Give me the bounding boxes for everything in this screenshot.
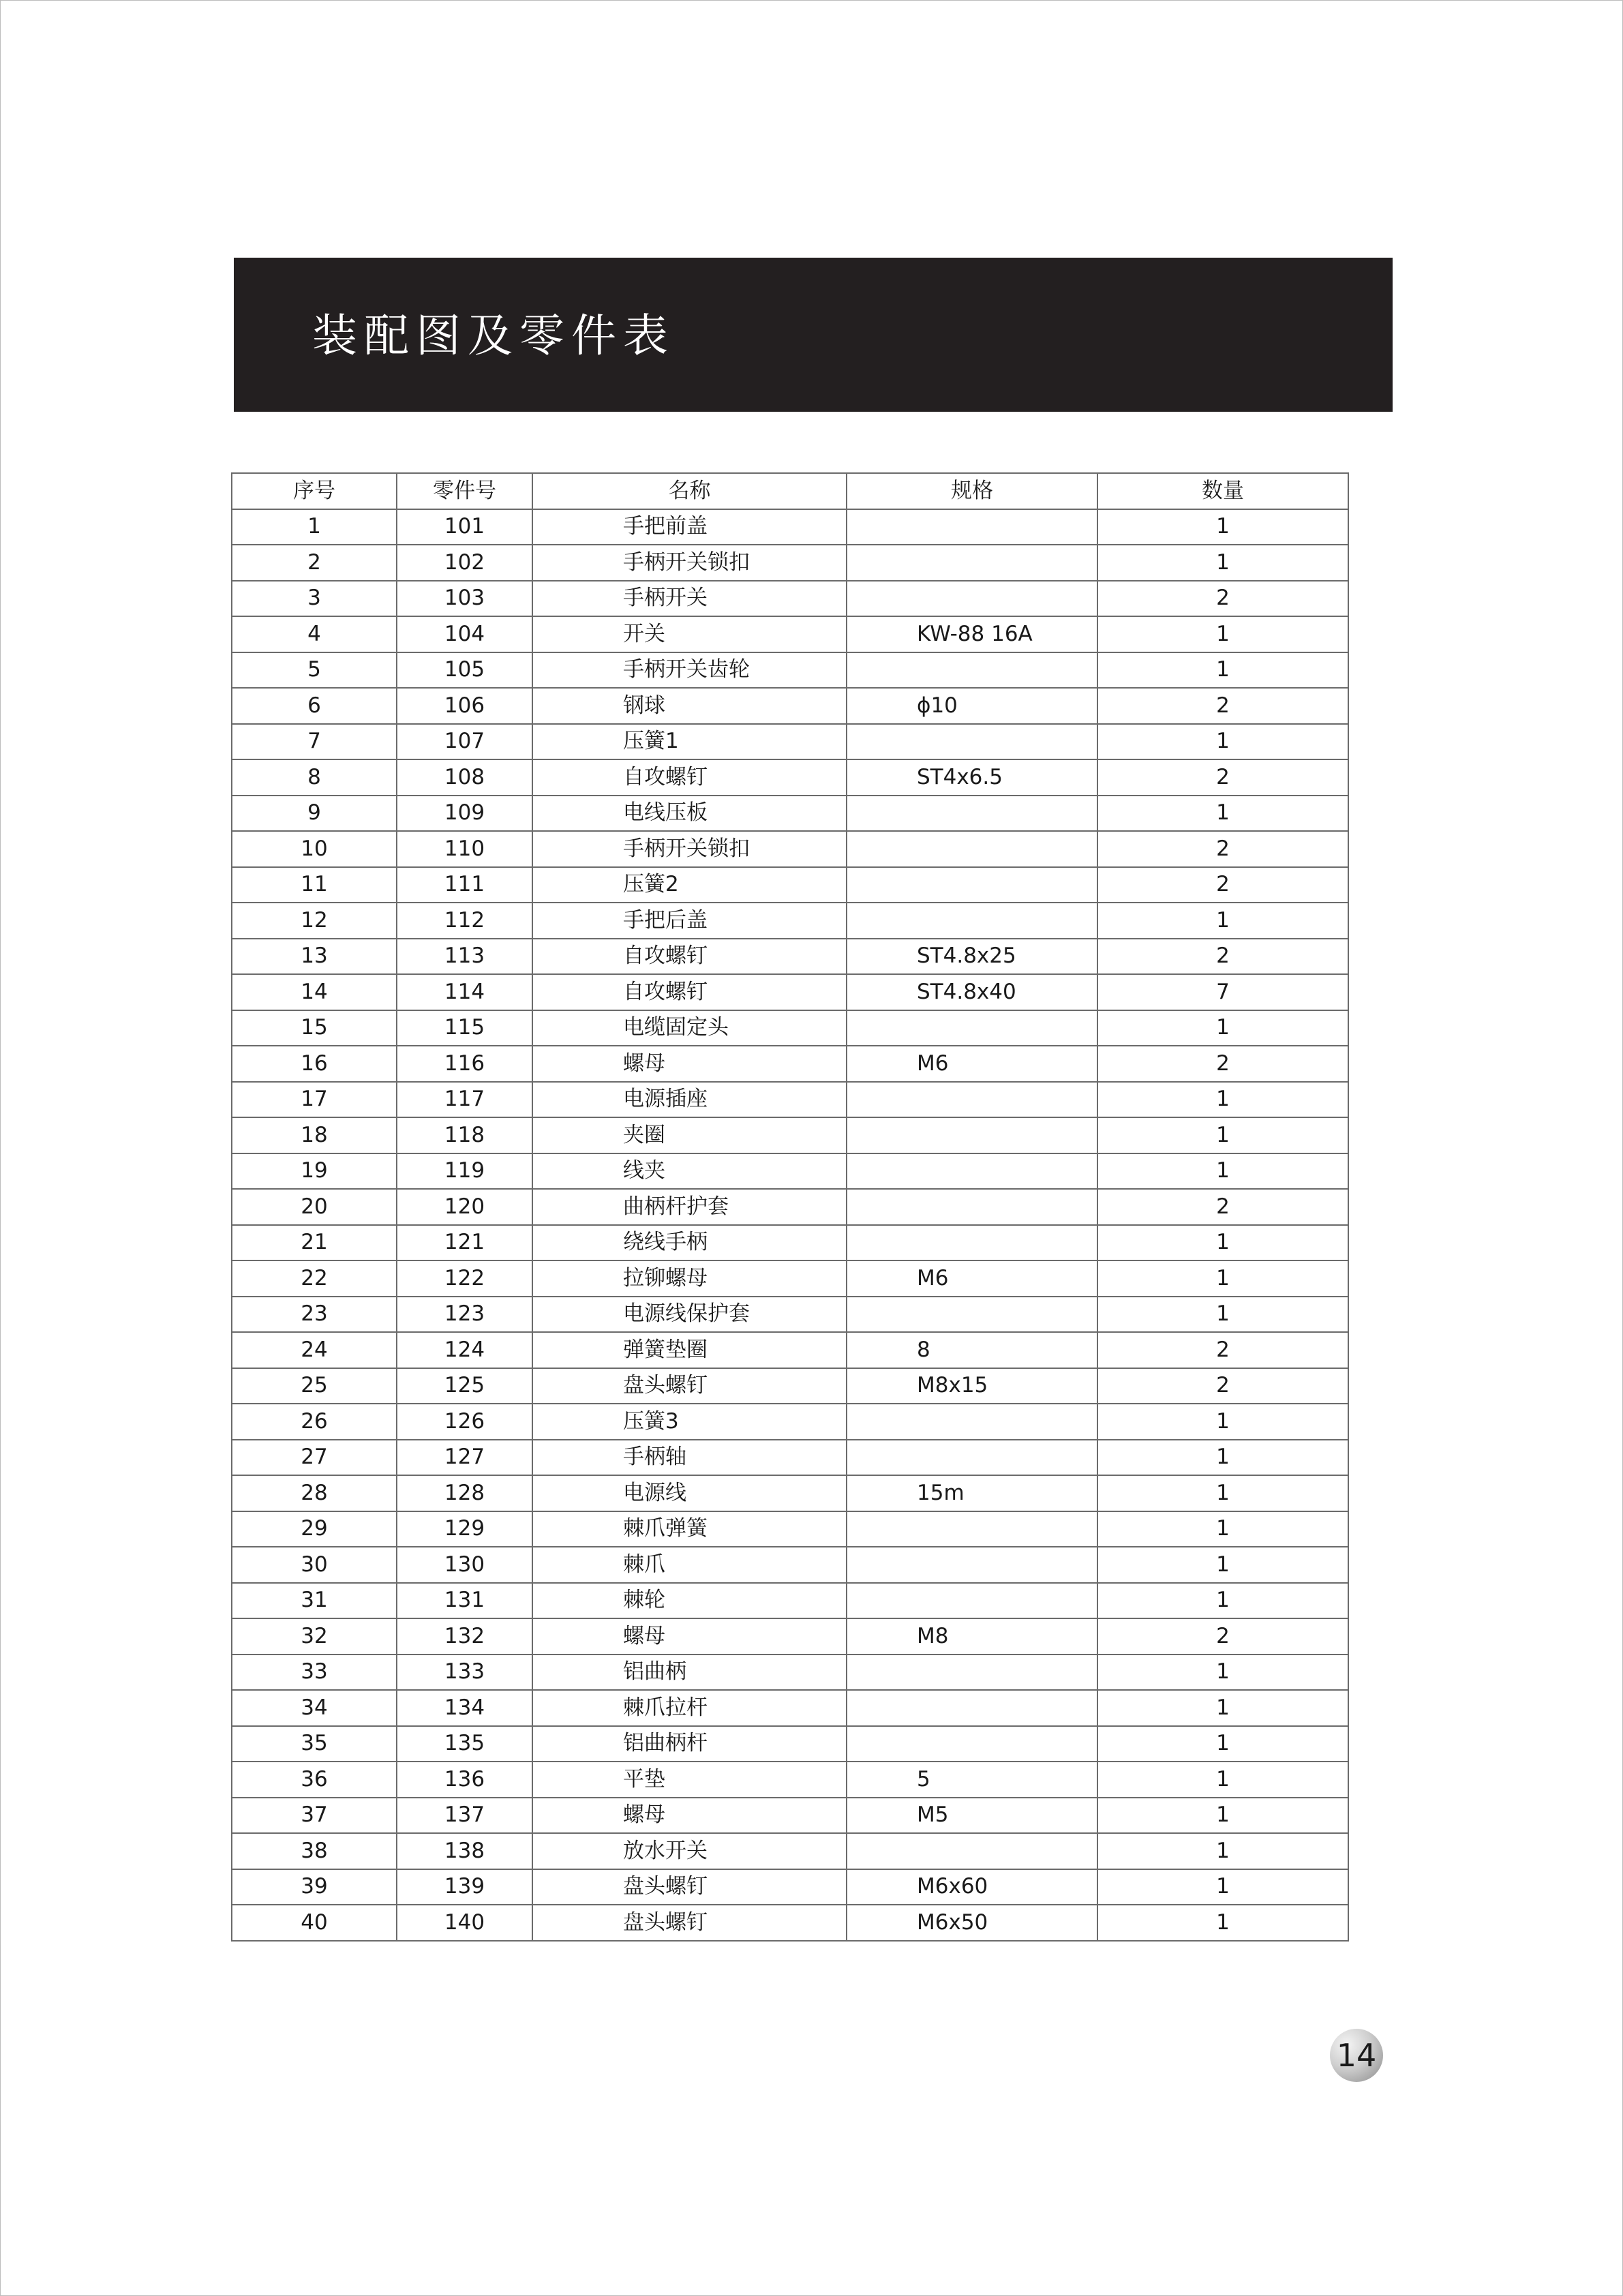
cell-seq: 10 [232, 831, 397, 867]
table-row [232, 939, 1348, 975]
cell-spec [847, 903, 1097, 939]
cell-part-no: 130 [397, 1547, 532, 1583]
column-header-seq: 序号 [232, 473, 397, 509]
cell-qty: 1 [1097, 1010, 1348, 1046]
cell-spec [847, 1583, 1097, 1619]
header-band [234, 258, 1393, 412]
cell-part-no: 134 [397, 1690, 532, 1726]
column-header-part-no: 零件号 [397, 473, 532, 509]
cell-name: 压簧1 [532, 724, 847, 760]
cell-spec [847, 724, 1097, 760]
cell-spec [847, 1726, 1097, 1762]
table-row [232, 903, 1348, 939]
cell-name: 压簧2 [532, 867, 847, 903]
cell-part-no: 110 [397, 831, 532, 867]
cell-part-no: 127 [397, 1440, 532, 1476]
cell-seq: 16 [232, 1046, 397, 1082]
cell-qty: 1 [1097, 1153, 1348, 1190]
table-row [232, 1762, 1348, 1798]
cell-name: 手柄开关齿轮 [532, 652, 847, 689]
cell-seq: 13 [232, 939, 397, 975]
cell-seq: 5 [232, 652, 397, 689]
cell-spec: 8 [847, 1332, 1097, 1368]
table-row [232, 1726, 1348, 1762]
cell-seq: 22 [232, 1260, 397, 1297]
cell-qty: 2 [1097, 1368, 1348, 1404]
cell-part-no: 122 [397, 1260, 532, 1297]
cell-name: 手柄开关锁扣 [532, 545, 847, 581]
cell-seq: 17 [232, 1082, 397, 1118]
table-row [232, 1260, 1348, 1297]
cell-spec: ST4x6.5 [847, 759, 1097, 796]
table-row [232, 688, 1348, 724]
cell-part-no: 117 [397, 1082, 532, 1118]
cell-qty: 1 [1097, 1440, 1348, 1476]
cell-part-no: 106 [397, 688, 532, 724]
cell-qty: 1 [1097, 1117, 1348, 1153]
cell-name: 棘爪 [532, 1547, 847, 1583]
cell-qty: 2 [1097, 831, 1348, 867]
cell-name: 电源插座 [532, 1082, 847, 1118]
cell-part-no: 113 [397, 939, 532, 975]
cell-name: 压簧3 [532, 1404, 847, 1440]
cell-name: 手把前盖 [532, 509, 847, 545]
cell-seq: 31 [232, 1583, 397, 1619]
cell-part-no: 136 [397, 1762, 532, 1798]
cell-qty: 1 [1097, 1511, 1348, 1547]
table-row [232, 652, 1348, 689]
cell-name: 拉铆螺母 [532, 1260, 847, 1297]
cell-qty: 1 [1097, 1475, 1348, 1511]
cell-qty: 2 [1097, 1618, 1348, 1655]
cell-seq: 39 [232, 1869, 397, 1905]
cell-spec [847, 1833, 1097, 1869]
cell-qty: 1 [1097, 1082, 1348, 1118]
cell-qty: 2 [1097, 688, 1348, 724]
cell-qty: 1 [1097, 1547, 1348, 1583]
table-row [232, 724, 1348, 760]
cell-name: 电缆固定头 [532, 1010, 847, 1046]
cell-seq: 32 [232, 1618, 397, 1655]
table-row [232, 1297, 1348, 1333]
table-row [232, 1618, 1348, 1655]
cell-seq: 12 [232, 903, 397, 939]
cell-qty: 1 [1097, 616, 1348, 652]
cell-seq: 23 [232, 1297, 397, 1333]
cell-qty: 1 [1097, 509, 1348, 545]
cell-name: 铝曲柄杆 [532, 1726, 847, 1762]
cell-seq: 24 [232, 1332, 397, 1368]
table-row [232, 759, 1348, 796]
cell-qty: 2 [1097, 759, 1348, 796]
cell-spec [847, 1082, 1097, 1118]
cell-name: 绕线手柄 [532, 1225, 847, 1261]
table-row [232, 867, 1348, 903]
cell-spec [847, 509, 1097, 545]
cell-qty: 2 [1097, 939, 1348, 975]
cell-spec [847, 1117, 1097, 1153]
cell-seq: 20 [232, 1189, 397, 1225]
cell-part-no: 133 [397, 1655, 532, 1691]
table-row [232, 1189, 1348, 1225]
table-row [232, 1547, 1348, 1583]
table-header-row [232, 473, 1348, 509]
cell-seq: 37 [232, 1798, 397, 1834]
table-row [232, 1046, 1348, 1082]
cell-seq: 30 [232, 1547, 397, 1583]
cell-name: 放水开关 [532, 1833, 847, 1869]
cell-part-no: 139 [397, 1869, 532, 1905]
cell-seq: 2 [232, 545, 397, 581]
cell-part-no: 131 [397, 1583, 532, 1619]
cell-name: 自攻螺钉 [532, 759, 847, 796]
cell-qty: 1 [1097, 903, 1348, 939]
cell-seq: 38 [232, 1833, 397, 1869]
cell-seq: 15 [232, 1010, 397, 1046]
cell-spec [847, 867, 1097, 903]
cell-seq: 9 [232, 796, 397, 832]
cell-seq: 4 [232, 616, 397, 652]
cell-spec [847, 1655, 1097, 1691]
cell-spec [847, 545, 1097, 581]
cell-qty: 1 [1097, 1905, 1348, 1941]
cell-seq: 14 [232, 974, 397, 1010]
table-row [232, 1583, 1348, 1619]
cell-seq: 34 [232, 1690, 397, 1726]
cell-name: 钢球 [532, 688, 847, 724]
table-row [232, 1833, 1348, 1869]
table-row [232, 1869, 1348, 1905]
cell-seq: 35 [232, 1726, 397, 1762]
cell-name: 螺母 [532, 1618, 847, 1655]
cell-spec [847, 1511, 1097, 1547]
cell-name: 自攻螺钉 [532, 939, 847, 975]
cell-spec: ϕ10 [847, 688, 1097, 724]
cell-spec [847, 1297, 1097, 1333]
cell-seq: 18 [232, 1117, 397, 1153]
cell-part-no: 132 [397, 1618, 532, 1655]
table-row [232, 1655, 1348, 1691]
cell-seq: 36 [232, 1762, 397, 1798]
table-row [232, 1905, 1348, 1941]
cell-name: 手柄开关 [532, 581, 847, 617]
cell-name: 螺母 [532, 1798, 847, 1834]
cell-spec [847, 1440, 1097, 1476]
cell-part-no: 105 [397, 652, 532, 689]
page-title: 装配图及零件表 [312, 309, 675, 362]
cell-qty: 7 [1097, 974, 1348, 1010]
cell-seq: 33 [232, 1655, 397, 1691]
cell-part-no: 128 [397, 1475, 532, 1511]
table-row [232, 1440, 1348, 1476]
cell-name: 棘爪弹簧 [532, 1511, 847, 1547]
cell-spec: M6x50 [847, 1905, 1097, 1941]
cell-part-no: 115 [397, 1010, 532, 1046]
table-row [232, 1153, 1348, 1190]
cell-name: 曲柄杆护套 [532, 1189, 847, 1225]
cell-seq: 27 [232, 1440, 397, 1476]
cell-spec [847, 581, 1097, 617]
cell-part-no: 114 [397, 974, 532, 1010]
column-header-name: 名称 [532, 473, 847, 509]
table-row [232, 1082, 1348, 1118]
table-row [232, 1368, 1348, 1404]
cell-qty: 1 [1097, 724, 1348, 760]
cell-name: 盘头螺钉 [532, 1869, 847, 1905]
cell-qty: 1 [1097, 1404, 1348, 1440]
cell-part-no: 137 [397, 1798, 532, 1834]
cell-part-no: 103 [397, 581, 532, 617]
cell-name: 电源线 [532, 1475, 847, 1511]
cell-part-no: 124 [397, 1332, 532, 1368]
cell-part-no: 125 [397, 1368, 532, 1404]
table-row [232, 545, 1348, 581]
cell-part-no: 107 [397, 724, 532, 760]
cell-part-no: 116 [397, 1046, 532, 1082]
cell-name: 弹簧垫圈 [532, 1332, 847, 1368]
cell-spec [847, 1225, 1097, 1261]
table-row [232, 796, 1348, 832]
cell-name: 电线压板 [532, 796, 847, 832]
cell-qty: 1 [1097, 1297, 1348, 1333]
cell-qty: 1 [1097, 1655, 1348, 1691]
cell-qty: 1 [1097, 652, 1348, 689]
cell-qty: 1 [1097, 1225, 1348, 1261]
cell-seq: 26 [232, 1404, 397, 1440]
cell-part-no: 102 [397, 545, 532, 581]
cell-qty: 2 [1097, 1332, 1348, 1368]
cell-name: 夹圈 [532, 1117, 847, 1153]
cell-part-no: 129 [397, 1511, 532, 1547]
table-row [232, 1225, 1348, 1261]
cell-part-no: 109 [397, 796, 532, 832]
table-row [232, 1475, 1348, 1511]
cell-seq: 6 [232, 688, 397, 724]
cell-name: 电源线保护套 [532, 1297, 847, 1333]
cell-name: 自攻螺钉 [532, 974, 847, 1010]
cell-name: 手柄开关锁扣 [532, 831, 847, 867]
cell-name: 手柄轴 [532, 1440, 847, 1476]
cell-name: 铝曲柄 [532, 1655, 847, 1691]
cell-seq: 28 [232, 1475, 397, 1511]
cell-spec: KW-88 16A [847, 616, 1097, 652]
cell-part-no: 123 [397, 1297, 532, 1333]
cell-seq: 3 [232, 581, 397, 617]
cell-name: 盘头螺钉 [532, 1368, 847, 1404]
cell-part-no: 108 [397, 759, 532, 796]
cell-name: 螺母 [532, 1046, 847, 1082]
table-row [232, 1332, 1348, 1368]
cell-qty: 1 [1097, 1798, 1348, 1834]
cell-name: 线夹 [532, 1153, 847, 1190]
table-row [232, 831, 1348, 867]
cell-part-no: 135 [397, 1726, 532, 1762]
table-row [232, 1404, 1348, 1440]
cell-seq: 21 [232, 1225, 397, 1261]
cell-seq: 25 [232, 1368, 397, 1404]
cell-part-no: 112 [397, 903, 532, 939]
column-header-qty: 数量 [1097, 473, 1348, 509]
cell-spec [847, 1010, 1097, 1046]
table-row [232, 616, 1348, 652]
table-row [232, 1010, 1348, 1046]
cell-part-no: 104 [397, 616, 532, 652]
cell-qty: 1 [1097, 1583, 1348, 1619]
cell-seq: 1 [232, 509, 397, 545]
cell-spec: 15m [847, 1475, 1097, 1511]
table-row [232, 1798, 1348, 1834]
cell-seq: 8 [232, 759, 397, 796]
cell-part-no: 101 [397, 509, 532, 545]
cell-name: 盘头螺钉 [532, 1905, 847, 1941]
cell-name: 棘爪拉杆 [532, 1690, 847, 1726]
cell-seq: 11 [232, 867, 397, 903]
cell-qty: 2 [1097, 1189, 1348, 1225]
cell-part-no: 121 [397, 1225, 532, 1261]
cell-qty: 2 [1097, 867, 1348, 903]
cell-spec [847, 1404, 1097, 1440]
cell-seq: 19 [232, 1153, 397, 1190]
cell-name: 棘轮 [532, 1583, 847, 1619]
cell-spec: M5 [847, 1798, 1097, 1834]
cell-spec: ST4.8x25 [847, 939, 1097, 975]
cell-qty: 1 [1097, 796, 1348, 832]
column-header-spec: 规格 [847, 473, 1097, 509]
cell-qty: 1 [1097, 1690, 1348, 1726]
cell-spec: ST4.8x40 [847, 974, 1097, 1010]
cell-name: 开关 [532, 616, 847, 652]
cell-spec: M8x15 [847, 1368, 1097, 1404]
cell-seq: 7 [232, 724, 397, 760]
cell-spec: M6 [847, 1046, 1097, 1082]
table-row [232, 974, 1348, 1010]
cell-qty: 1 [1097, 545, 1348, 581]
cell-spec: M6x60 [847, 1869, 1097, 1905]
cell-qty: 1 [1097, 1833, 1348, 1869]
cell-qty: 2 [1097, 1046, 1348, 1082]
cell-spec: M6 [847, 1260, 1097, 1297]
cell-name: 手把后盖 [532, 903, 847, 939]
cell-part-no: 120 [397, 1189, 532, 1225]
cell-spec [847, 831, 1097, 867]
cell-spec [847, 1690, 1097, 1726]
cell-name: 平垫 [532, 1762, 847, 1798]
cell-spec: M8 [847, 1618, 1097, 1655]
cell-seq: 40 [232, 1905, 397, 1941]
cell-part-no: 118 [397, 1117, 532, 1153]
cell-part-no: 119 [397, 1153, 532, 1190]
table-row [232, 581, 1348, 617]
cell-qty: 1 [1097, 1260, 1348, 1297]
cell-part-no: 140 [397, 1905, 532, 1941]
cell-qty: 1 [1097, 1762, 1348, 1798]
table-row [232, 1511, 1348, 1547]
parts-table [231, 472, 1349, 1942]
cell-seq: 29 [232, 1511, 397, 1547]
table-row [232, 1690, 1348, 1726]
cell-part-no: 138 [397, 1833, 532, 1869]
parts-table-body [232, 509, 1348, 1941]
table-row [232, 509, 1348, 545]
page-number-badge: 14 [1330, 2029, 1383, 2082]
table-row [232, 1117, 1348, 1153]
cell-part-no: 111 [397, 867, 532, 903]
cell-spec [847, 796, 1097, 832]
cell-spec [847, 652, 1097, 689]
cell-part-no: 126 [397, 1404, 532, 1440]
cell-qty: 2 [1097, 581, 1348, 617]
cell-spec [847, 1153, 1097, 1190]
cell-qty: 1 [1097, 1726, 1348, 1762]
cell-qty: 1 [1097, 1869, 1348, 1905]
cell-spec [847, 1547, 1097, 1583]
cell-spec: 5 [847, 1762, 1097, 1798]
cell-spec [847, 1189, 1097, 1225]
